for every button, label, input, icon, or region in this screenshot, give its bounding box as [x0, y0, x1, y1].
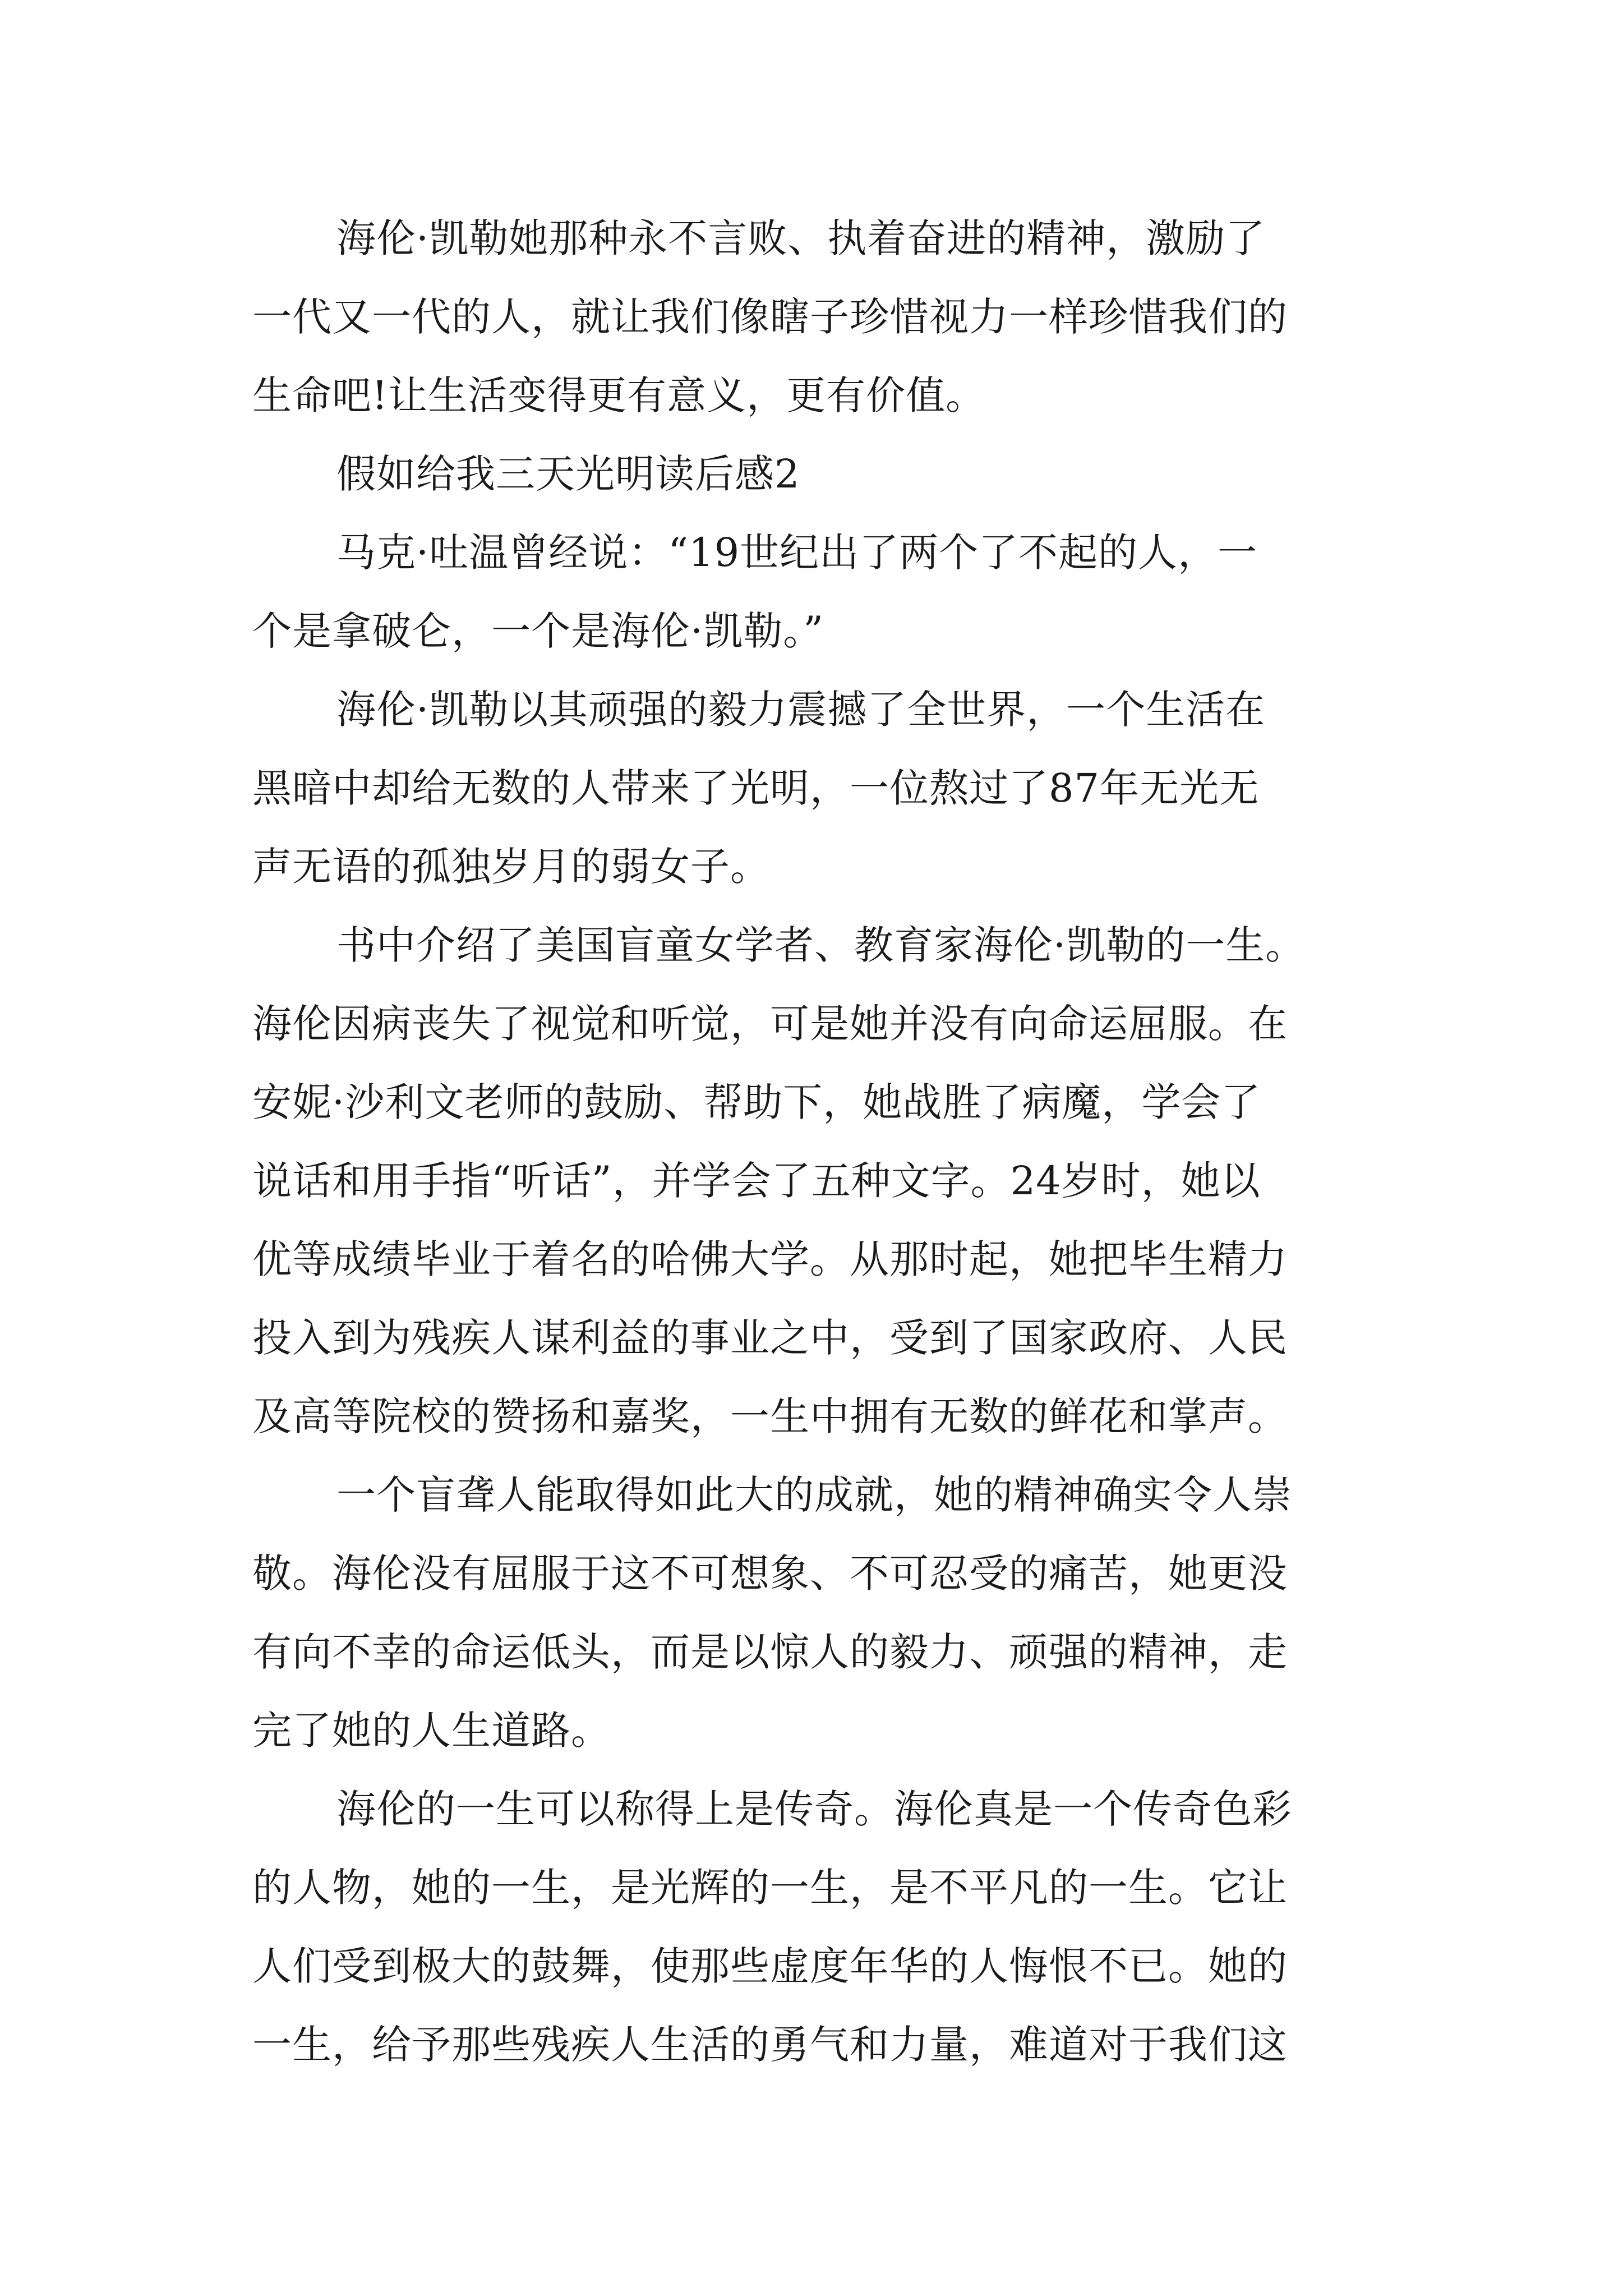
- text-line: 马克·吐温曾经说：“19世纪出了两个了不起的人，一: [336, 530, 1258, 576]
- text-line: 海伦·凯勒以其顽强的毅力震撼了全世界，一个生活在: [336, 687, 1266, 733]
- text-line: 一生，给予那些残疾人生活的勇气和力量，难道对于我们这: [252, 2022, 1288, 2068]
- text-line: 一代又一代的人，就让我们像瞎子珍惜视力一样珍惜我们的: [252, 294, 1288, 340]
- text-line: 海伦因病丧失了视觉和听觉，可是她并没有向命运屈服。在: [252, 1001, 1288, 1047]
- text-line: 假如给我三天光明读后感2: [336, 451, 800, 497]
- text-line: 生命吧!让生活变得更有意义，更有价值。: [252, 372, 986, 418]
- text-line: 优等成绩毕业于着名的哈佛大学。从那时起，她把毕生精力: [252, 1236, 1288, 1282]
- document-page: [252, 199, 1402, 2084]
- text-line: 声无语的孤独岁月的弱女子。: [252, 844, 770, 890]
- text-line: 说话和用手指“听话”，并学会了五种文字。24岁时，她以: [252, 1158, 1261, 1204]
- text-line: 书中介绍了美国盲童女学者、教育家海伦·凯勒的一生。: [336, 922, 1306, 968]
- text-line: 敬。海伦没有屈服于这不可想象、不可忍受的痛苦，她更没: [252, 1550, 1288, 1596]
- text-line: 个是拿破仑，一个是海伦·凯勒。”: [252, 608, 824, 654]
- text-line: 海伦·凯勒她那种永不言败、执着奋进的精神，激励了: [336, 215, 1266, 261]
- text-line: 人们受到极大的鼓舞，使那些虚度年华的人悔恨不已。她的: [252, 1943, 1288, 1989]
- text-line: 安妮·沙利文老师的鼓励、帮助下，她战胜了病魔，学会了: [252, 1079, 1261, 1125]
- text-line: 有向不幸的命运低头，而是以惊人的毅力、顽强的精神，走: [252, 1629, 1288, 1675]
- text-line: 海伦的一生可以称得上是传奇。海伦真是一个传奇色彩: [336, 1786, 1292, 1832]
- text-line: 一个盲聋人能取得如此大的成就，她的精神确实令人崇: [336, 1472, 1292, 1518]
- text-line: 及高等院校的赞扬和嘉奖，一生中拥有无数的鲜花和掌声。: [252, 1393, 1288, 1439]
- text-line: 完了她的人生道路。: [252, 1708, 611, 1754]
- text-line: 投入到为残疾人谋利益的事业之中，受到了国家政府、人民: [252, 1315, 1288, 1361]
- text-line: 黑暗中却给无数的人带来了光明，一位熬过了87年无光无: [252, 765, 1260, 811]
- text-line: 的人物，她的一生，是光辉的一生，是不平凡的一生。它让: [252, 1865, 1288, 1911]
